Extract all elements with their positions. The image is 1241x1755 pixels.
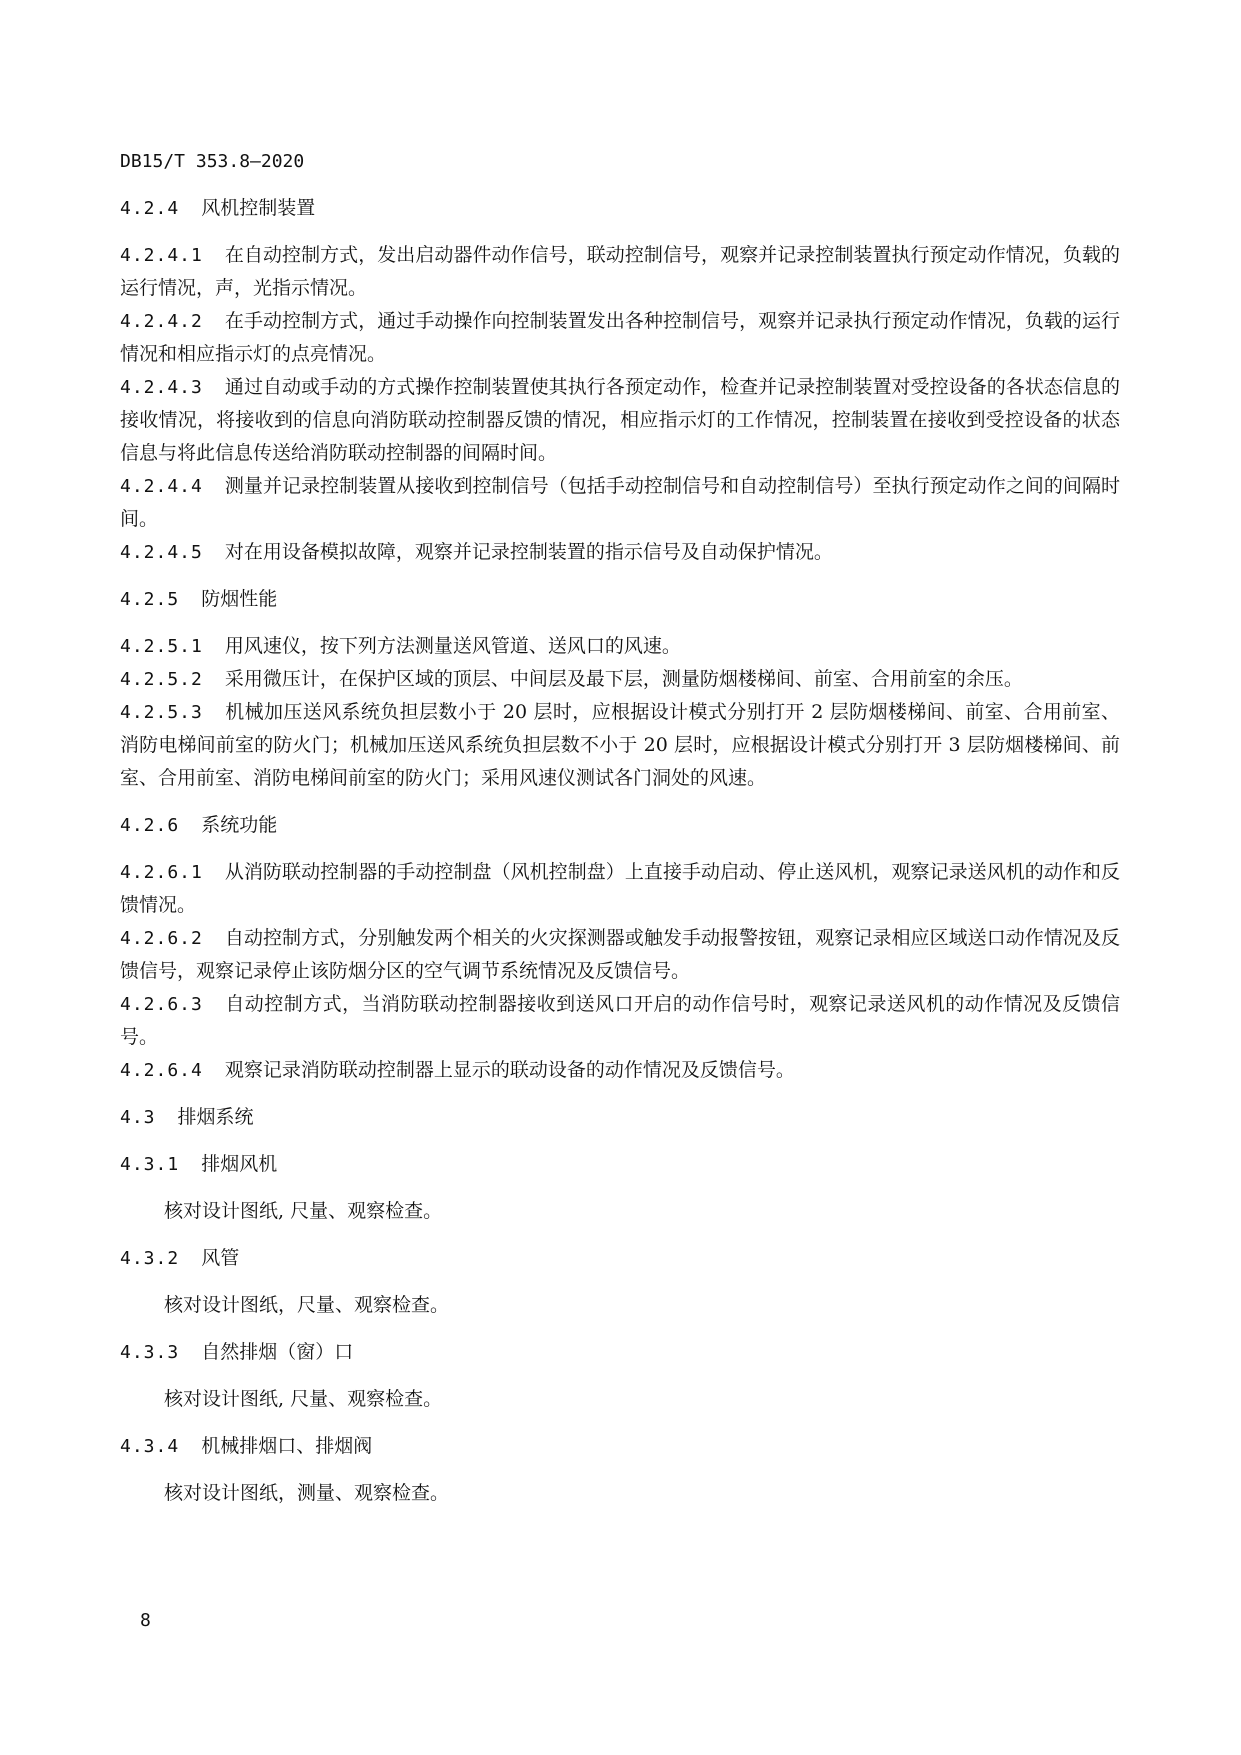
section-title: 防烟性能 <box>201 588 278 610</box>
section-number: 4.3.2 <box>120 1248 180 1269</box>
clause <box>120 663 1120 696</box>
clause-text: 机械加压送风系统负担层数小于 20 层时，应根据设计模式分别打开 2 层防烟楼梯间、前室、合用前室、消防电梯间前室的防火门；机械加压送风系统负担层数不小于 20 层时，应根据设计模式分别打开 3 层防烟楼梯间、前室、合用前室、消防电梯间前室的防火门；采用风速仪测试各门洞处的风速。 <box>120 701 1120 789</box>
section-title: 机械排烟口、排烟阀 <box>201 1435 373 1457</box>
clause-text: 采用微压计，在保护区域的顶层、中间层及最下层，测量防烟楼梯间、前室、合用前室的余压。 <box>224 668 1023 690</box>
clause-text: 在手动控制方式，通过手动操作向控制装置发出各种控制信号，观察并记录执行预定动作情况，负载的运行情况和相应指示灯的点亮情况。 <box>120 310 1120 365</box>
clause-number: 4.2.6.1 <box>120 862 203 883</box>
section-number: 4.2.4 <box>120 198 180 219</box>
clause <box>120 470 1120 536</box>
clause <box>120 239 1120 305</box>
clause-number: 4.2.4.4 <box>120 476 203 497</box>
section-heading <box>120 583 1120 616</box>
clause <box>120 305 1120 371</box>
section-heading <box>120 1242 1120 1275</box>
section-body: 核对设计图纸，测量、观察检查。 <box>164 1482 450 1504</box>
document-id: DB15/T 353.8—2020 <box>120 151 305 172</box>
section-heading <box>120 1430 1120 1463</box>
document-body <box>120 192 1120 1510</box>
section-number: 4.3 <box>120 1107 156 1128</box>
clause <box>120 696 1120 795</box>
clause-number: 4.2.6.3 <box>120 994 203 1015</box>
section-heading <box>120 1148 1120 1181</box>
clause-text: 观察记录消防联动控制器上显示的联动设备的动作情况及反馈信号。 <box>224 1059 795 1081</box>
clause-number: 4.2.5.2 <box>120 669 203 690</box>
clause-number: 4.2.4.1 <box>120 245 203 266</box>
section-number: 4.3.4 <box>120 1436 180 1457</box>
clause <box>120 988 1120 1054</box>
clause <box>120 856 1120 922</box>
section-title: 自然排烟（窗）口 <box>201 1341 354 1363</box>
clause-text: 在自动控制方式，发出启动器件动作信号，联动控制信号，观察并记录控制装置执行预定动作情况，负载的运行情况，声，光指示情况。 <box>120 244 1120 299</box>
page-number: 8 <box>140 1610 151 1631</box>
section-number: 4.3.1 <box>120 1154 180 1175</box>
section-title: 排烟系统 <box>177 1106 254 1128</box>
section-heading <box>120 1101 1120 1134</box>
clause-number: 4.2.4.3 <box>120 377 203 398</box>
section-heading <box>120 192 1120 225</box>
section-body: 核对设计图纸, 尺量、观察检查。 <box>164 1200 443 1222</box>
section-title: 风机控制装置 <box>201 197 316 219</box>
section-heading <box>120 809 1120 842</box>
section-number: 4.2.6 <box>120 815 180 836</box>
section-title: 排烟风机 <box>201 1153 278 1175</box>
clause-text: 从消防联动控制器的手动控制盘（风机控制盘）上直接手动启动、停止送风机，观察记录送风机的动作和反馈情况。 <box>120 861 1120 916</box>
clause-number: 4.2.4.5 <box>120 542 203 563</box>
clause <box>120 630 1120 663</box>
clause-number: 4.2.5.3 <box>120 702 203 723</box>
clause <box>120 371 1120 470</box>
clause-text: 自动控制方式，当消防联动控制器接收到送风口开启的动作信号时，观察记录送风机的动作情况及反馈信号。 <box>120 993 1120 1048</box>
clause-text: 通过自动或手动的方式操作控制装置使其执行各预定动作，检查并记录控制装置对受控设备的各状态信息的接收情况，将接收到的信息向消防联动控制器反馈的情况，相应指示灯的工作情况，控制装置在接收到受控设备的状态信息与将此信息传送给消防联动控制器的间隔时间。 <box>120 376 1120 464</box>
section-title: 风管 <box>201 1247 240 1269</box>
clause-number: 4.2.6.2 <box>120 928 203 949</box>
section-title: 系统功能 <box>201 814 278 836</box>
clause-text: 对在用设备模拟故障，观察并记录控制装置的指示信号及自动保护情况。 <box>224 541 833 563</box>
section-number: 4.2.5 <box>120 589 180 610</box>
clause-text: 自动控制方式，分别触发两个相关的火灾探测器或触发手动报警按钮，观察记录相应区域送口动作情况及反馈信号，观察记录停止该防烟分区的空气调节系统情况及反馈信号。 <box>120 927 1120 982</box>
clause-text: 用风速仪，按下列方法测量送风管道、送风口的风速。 <box>224 635 681 657</box>
clause-number: 4.2.4.2 <box>120 311 203 332</box>
clause-number: 4.2.5.1 <box>120 636 203 657</box>
section-body: 核对设计图纸，尺量、观察检查。 <box>164 1294 450 1316</box>
section-heading <box>120 1336 1120 1369</box>
clause-text: 测量并记录控制装置从接收到控制信号（包括手动控制信号和自动控制信号）至执行预定动作之间的间隔时间。 <box>120 475 1120 530</box>
clause-number: 4.2.6.4 <box>120 1060 203 1081</box>
clause <box>120 922 1120 988</box>
section-number: 4.3.3 <box>120 1342 180 1363</box>
clause <box>120 536 1120 569</box>
clause <box>120 1054 1120 1087</box>
section-body: 核对设计图纸, 尺量、观察检查。 <box>164 1388 443 1410</box>
